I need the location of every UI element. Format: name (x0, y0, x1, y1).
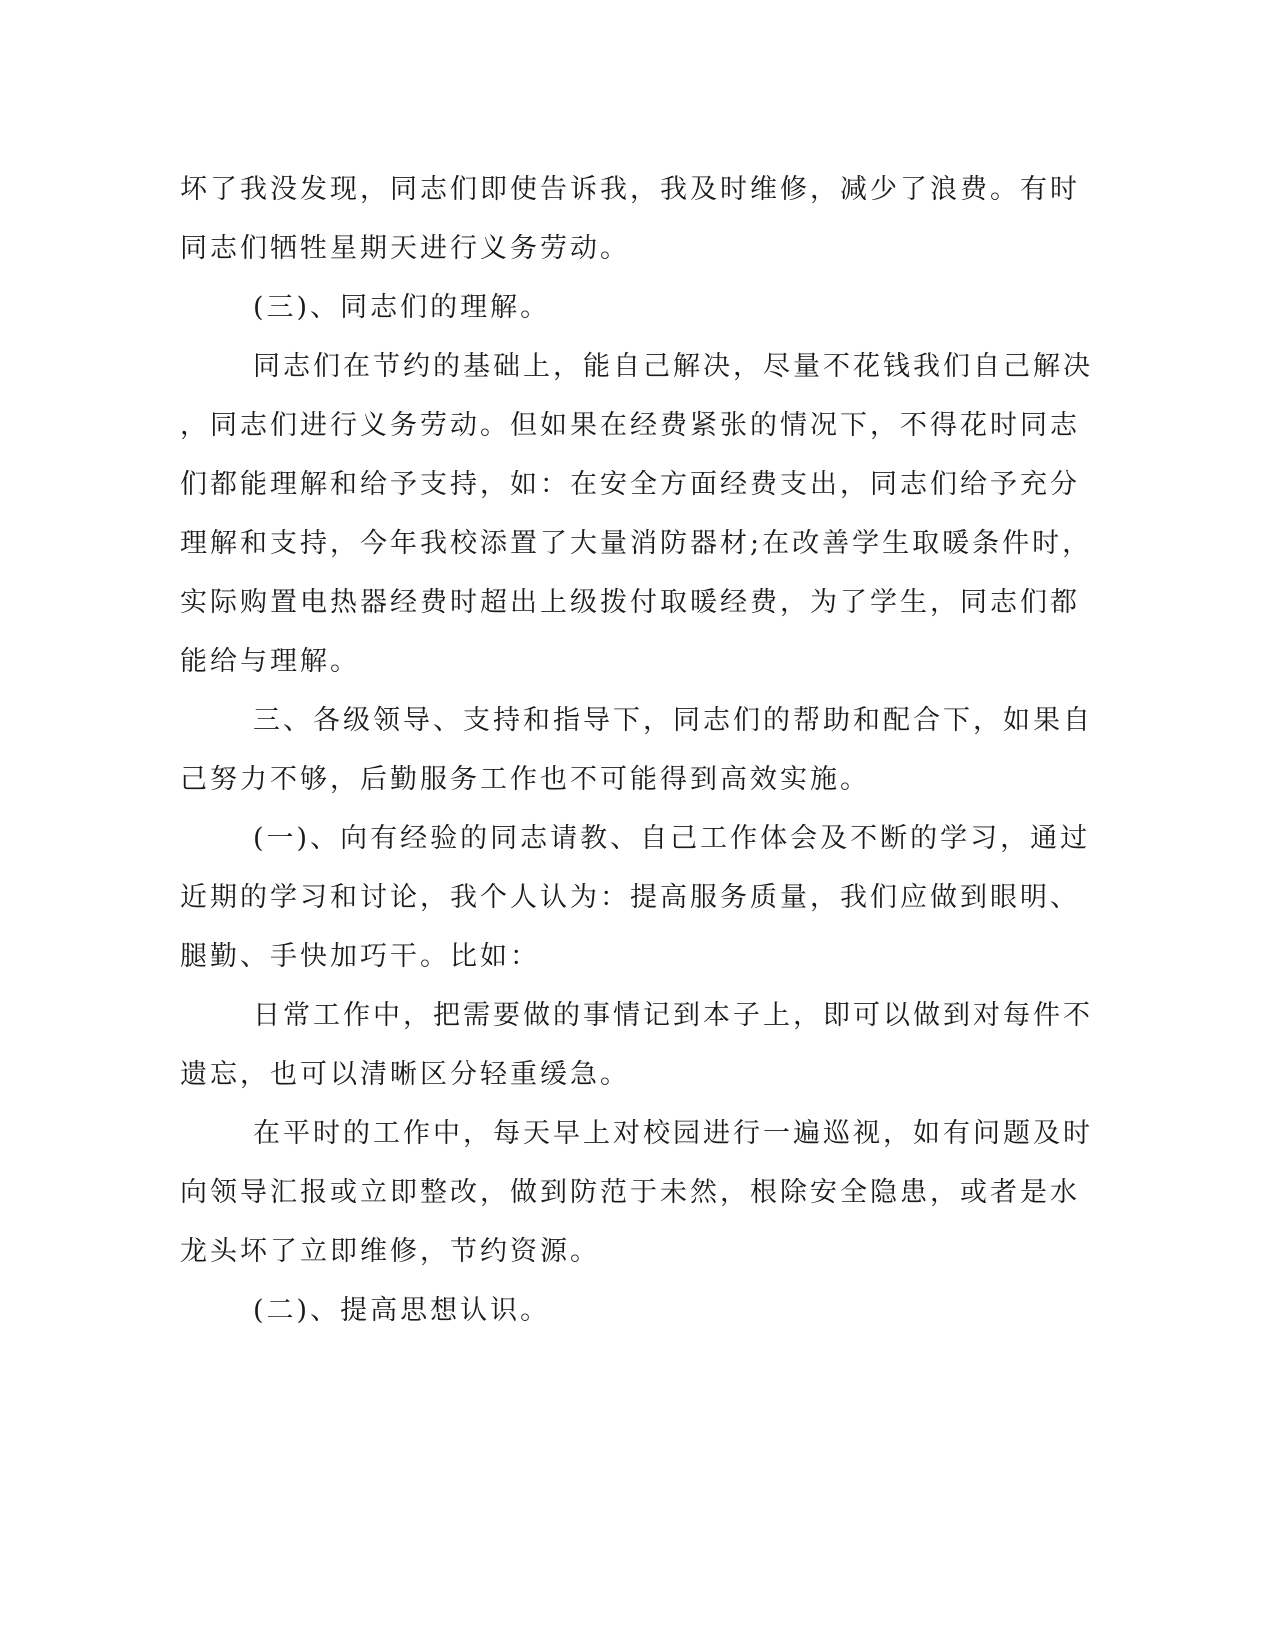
text-line: (三)、同志们的理解。 (253, 292, 551, 323)
text-line: 龙头坏了立即维修，节约资源。 (180, 1236, 600, 1267)
text-line: 向领导汇报或立即整改，做到防范于未然，根除安全隐患，或者是水 (180, 1177, 1080, 1208)
paragraph (180, 809, 1091, 986)
paragraph (180, 986, 1093, 1104)
text-line: 己努力不够，后勤服务工作也不可能得到高效实施。 (180, 764, 870, 795)
text-line: 在平时的工作中，每天早上对校园进行一遍巡视，如有问题及时 (253, 1118, 1093, 1149)
text-line: ，同志们进行义务劳动。但如果在经费紧张的情况下，不得花时同志 (180, 410, 1080, 441)
text-line: 理解和支持，今年我校添置了大量消防器材;在改善学生取暖条件时， (180, 528, 1093, 559)
text-line: 近期的学习和讨论，我个人认为：提高服务质量，我们应做到眼明、 (180, 882, 1080, 913)
paragraph (180, 1104, 1093, 1281)
text-line: 实际购置电热器经费时超出上级拨付取暖经费，为了学生，同志们都 (180, 587, 1080, 618)
text-line: 们都能理解和给予支持，如：在安全方面经费支出，同志们给予充分 (180, 469, 1080, 500)
document-body (180, 160, 1093, 1340)
text-line: (一)、向有经验的同志请教、自己工作体会及不断的学习，通过 (253, 823, 1091, 854)
paragraph (180, 691, 1093, 809)
text-line: 能给与理解。 (180, 646, 360, 677)
text-line: 腿勤、手快加巧干。比如： (180, 941, 540, 972)
text-line: 同志们牺牲星期天进行义务劳动。 (180, 233, 630, 264)
text-line: 坏了我没发现，同志们即使告诉我，我及时维修，减少了浪费。有时 (180, 174, 1080, 205)
paragraph (180, 337, 1093, 691)
section-heading (180, 278, 1040, 337)
text-line: 日常工作中，把需要做的事情记到本子上，即可以做到对每件不 (253, 1000, 1093, 1031)
text-line: 同志们在节约的基础上，能自己解决，尽量不花钱我们自己解决 (253, 351, 1093, 382)
text-line: 三、各级领导、支持和指导下，同志们的帮助和配合下，如果自 (253, 705, 1093, 736)
text-line: (二)、提高思想认识。 (253, 1295, 551, 1326)
section-heading (180, 1281, 1040, 1340)
paragraph (180, 160, 1080, 278)
text-line: 遗忘，也可以清晰区分轻重缓急。 (180, 1059, 630, 1090)
